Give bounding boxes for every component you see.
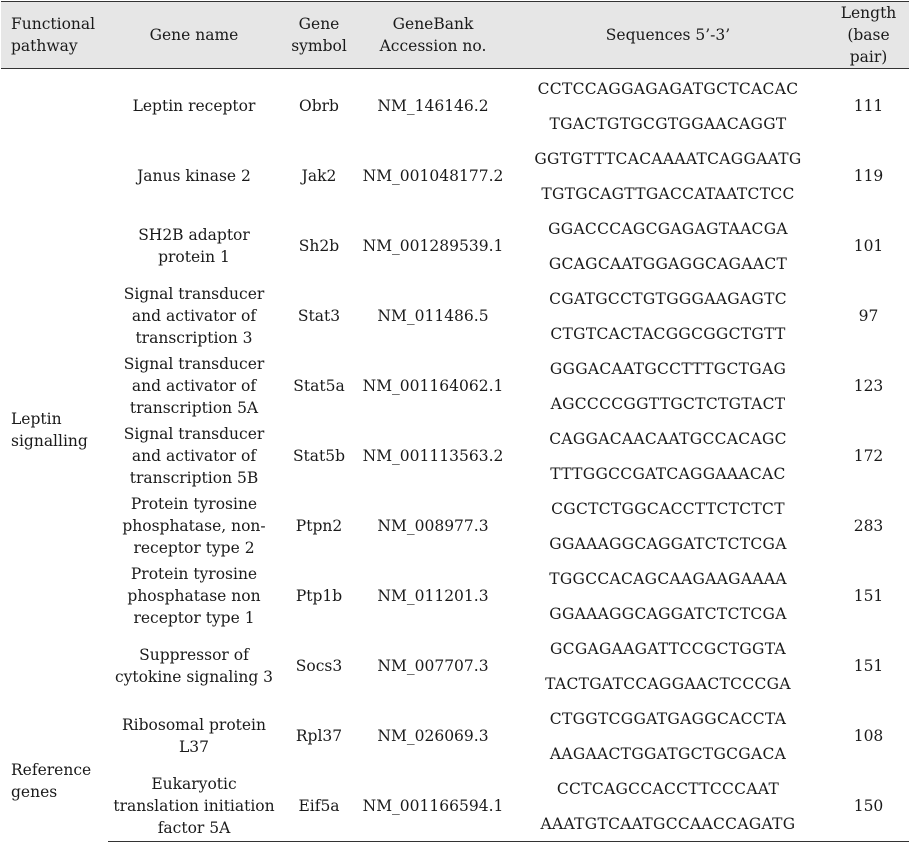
gene-name: Janus kinase 2: [137, 167, 251, 185]
table-row: [1, 69, 909, 107]
gene-name: Suppressor of cytokine signaling 3: [114, 646, 274, 686]
reverse-sequence: AGCCCCGGTTGCTCTGTACT: [550, 394, 786, 413]
table-row: [1, 421, 909, 456]
forward-sequence: GGTGTTTCACAAAATCAGGAATG: [534, 149, 802, 168]
forward-sequence: GGGACAATGCCTTTGCTGAG: [549, 359, 787, 378]
reverse-sequence: TGACTGTGCGTGGAACAGGT: [549, 114, 787, 133]
forward-sequence: TGGCCACAGCAAGAAGAAAA: [549, 569, 787, 588]
accession: NM_026069.3: [377, 727, 489, 745]
forward-sequence: CAGGACAACAATGCCACAGC: [549, 429, 787, 448]
length: 151: [853, 657, 884, 675]
reverse-sequence: GGAAAGGCAGGATCTCTCGA: [549, 534, 787, 553]
header-row: [1, 2, 909, 69]
accession: NM_011486.5: [377, 307, 489, 325]
reverse-sequence: TGTGCAGTTGACCATAATCTCC: [541, 184, 795, 203]
forward-sequence: CCTCCAGGAGAGATGCTCACAC: [537, 79, 799, 98]
table-row: [1, 211, 909, 246]
gene-symbol: Sh2b: [298, 237, 340, 255]
forward-sequence: GCGAGAAGATTCCGCTGGTA: [549, 639, 787, 658]
length: 101: [853, 237, 884, 255]
primer-table: [1, 1, 909, 842]
accession: NM_001289539.1: [362, 237, 504, 255]
table-row: [1, 631, 909, 666]
accession: NM_007707.3: [377, 657, 489, 675]
reverse-sequence: AAGAACTGGATGCTGCGACA: [549, 744, 787, 763]
gene-symbol: Jak2: [301, 167, 337, 185]
accession: NM_008977.3: [377, 517, 489, 535]
table-row: [1, 491, 909, 526]
header-pathway: Functional pathway: [1, 2, 108, 69]
accession: NM_011201.3: [377, 587, 489, 605]
table-row: [1, 141, 909, 176]
gene-symbol: Ptpn2: [295, 517, 343, 535]
length: 283: [853, 517, 884, 535]
reverse-sequence: TTTGGCCGATCAGGAAACAC: [550, 464, 786, 483]
header-length: Length (base pair): [828, 2, 909, 69]
header-sequences: Sequences 5’-3’: [508, 2, 828, 69]
gene-symbol: Rpl37: [295, 727, 343, 745]
accession: NM_001113563.2: [362, 447, 504, 465]
table-row: [1, 701, 909, 736]
accession: NM_146146.2: [377, 97, 489, 115]
gene-symbol: Stat3: [297, 307, 341, 325]
gene-name: Ribosomal protein L37: [122, 716, 266, 756]
gene-name: Signal transducer and activator of transcription 3: [123, 285, 265, 347]
gene-symbol: Stat5a: [293, 377, 345, 395]
gene-name: Protein tyrosine phosphatase non receptor type 1: [127, 565, 261, 627]
header-gene-symbol: Gene symbol: [280, 2, 358, 69]
reverse-sequence: TACTGATCCAGGAACTCCCGA: [545, 674, 791, 693]
forward-sequence: GGACCCAGCGAGAGTAACGA: [548, 219, 788, 238]
header-accession: GeneBank Accession no.: [358, 2, 508, 69]
length: 97: [858, 307, 879, 325]
reverse-sequence: AAATGTCAATGCCAACCAGATG: [508, 806, 828, 842]
gene-symbol: Obrb: [299, 97, 339, 115]
gene-name: Protein tyrosine phosphatase, non-receptor type 2: [122, 495, 266, 557]
forward-sequence: CGCTCTGGCACCTTCTCTCT: [551, 499, 785, 518]
pathway-leptin: Leptin signalling: [11, 410, 88, 450]
length: 119: [853, 167, 884, 185]
length: 172: [853, 447, 884, 465]
gene-name: Leptin receptor: [132, 97, 256, 115]
length: 123: [853, 377, 884, 395]
table-row: [1, 281, 909, 316]
pathway-reference: Reference genes: [11, 761, 92, 802]
accession: NM_001166594.1: [358, 771, 508, 842]
length: 151: [853, 587, 884, 605]
gene-symbol: Eif5a: [280, 771, 358, 842]
forward-sequence: CGATGCCTGTGGGAAGAGTC: [549, 289, 787, 308]
reverse-sequence: GCAGCAATGGAGGCAGAACT: [548, 254, 788, 273]
gene-name: Signal transducer and activator of transcription 5A: [123, 355, 265, 417]
gene-name: Signal transducer and activator of transcription 5B: [123, 425, 265, 487]
table-row: [1, 771, 909, 806]
gene-symbol: Socs3: [295, 657, 343, 675]
gene-symbol: Stat5b: [292, 447, 346, 465]
length: 150: [828, 771, 909, 842]
reverse-sequence: GGAAAGGCAGGATCTCTCGA: [549, 604, 787, 623]
accession: NM_001164062.1: [362, 377, 504, 395]
table-row: [1, 351, 909, 386]
gene-name: SH2B adaptor protein 1: [138, 226, 250, 266]
length: 111: [853, 97, 884, 115]
forward-sequence: CCTCAGCCACCTTCCCAAT: [556, 779, 780, 798]
table-body: [1, 69, 909, 842]
reverse-sequence: CTGTCACTACGGCGGCTGTT: [550, 324, 786, 343]
forward-sequence: CTGGTCGGATGAGGCACCTA: [549, 709, 787, 728]
gene-name: Eukaryotic translation initiation factor 5A: [108, 771, 280, 842]
accession: NM_001048177.2: [362, 167, 504, 185]
table-row: [1, 561, 909, 596]
header-gene-name: Gene name: [108, 2, 280, 69]
gene-symbol: Ptp1b: [295, 587, 343, 605]
length: 108: [853, 727, 884, 745]
